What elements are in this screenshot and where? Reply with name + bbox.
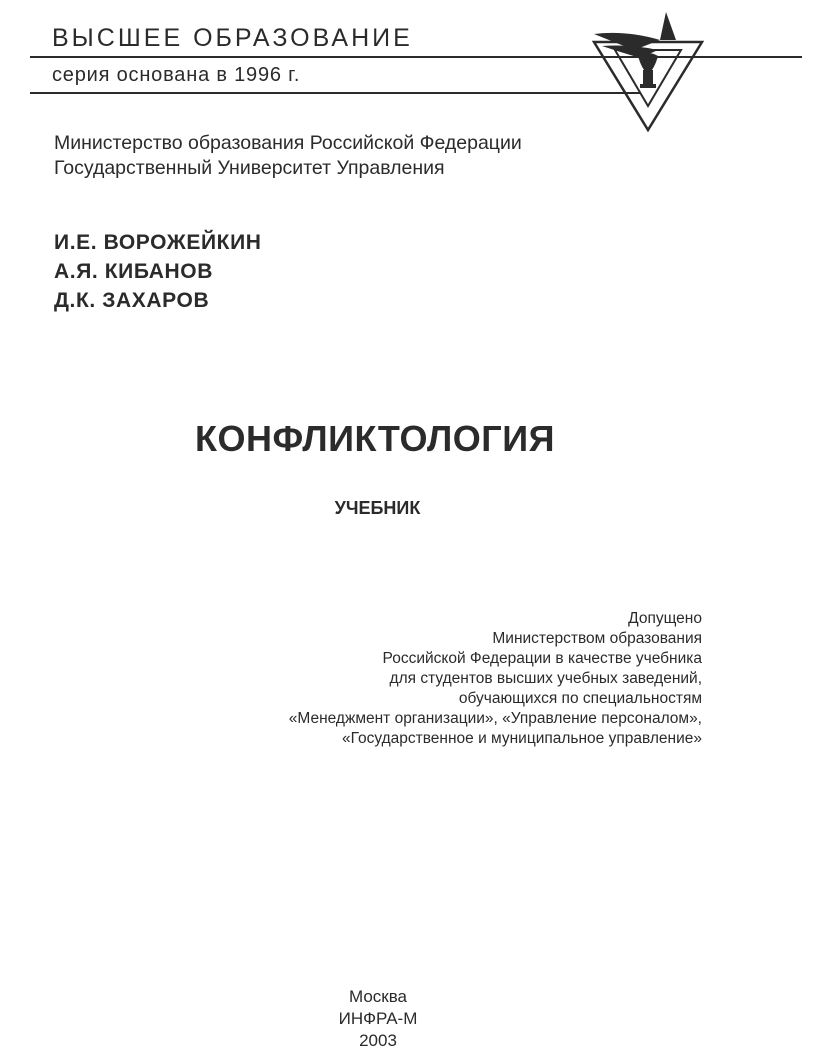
approval-block: [289, 609, 702, 749]
approval-line: «Менеджмент организации», «Управление персоналом»,: [288, 710, 702, 727]
series-bottom-rule: [30, 92, 640, 94]
imprint-publisher: ИНФРА-М: [338, 1009, 418, 1028]
author-name: И.Е. ВОРОЖЕЙКИН: [54, 231, 262, 254]
institution-ministry: Министерство образования Российской Федерации: [54, 132, 522, 154]
torch-triangle-icon: [590, 10, 706, 136]
imprint-city: Москва: [348, 987, 408, 1006]
series-subtitle: серия основана в 1996 г.: [52, 64, 301, 86]
series-title: ВЫСШЕЕ ОБРАЗОВАНИЕ: [52, 24, 413, 52]
approval-line: «Государственное и муниципальное управление»: [342, 730, 702, 747]
book-subtitle: УЧЕБНИК: [334, 498, 421, 518]
approval-line: Российской Федерации в качестве учебника: [382, 650, 702, 667]
author-name: А.Я. КИБАНОВ: [54, 260, 213, 283]
imprint-block: [0, 986, 756, 1052]
imprint-year: 2003: [359, 1031, 397, 1050]
authors-block: [54, 228, 262, 315]
approval-line: Министерством образования: [492, 630, 702, 647]
institution-university: Государственный Университет Управления: [54, 157, 445, 179]
book-title: КОНФЛИКТОЛОГИЯ: [195, 418, 555, 459]
author-name: Д.К. ЗАХАРОВ: [54, 289, 210, 312]
approval-line: Допущено: [628, 610, 702, 627]
institution-block: [54, 131, 522, 181]
approval-line: для студентов высших учебных заведений,: [389, 670, 702, 687]
approval-line: обучающихся по специальностям: [458, 690, 702, 707]
